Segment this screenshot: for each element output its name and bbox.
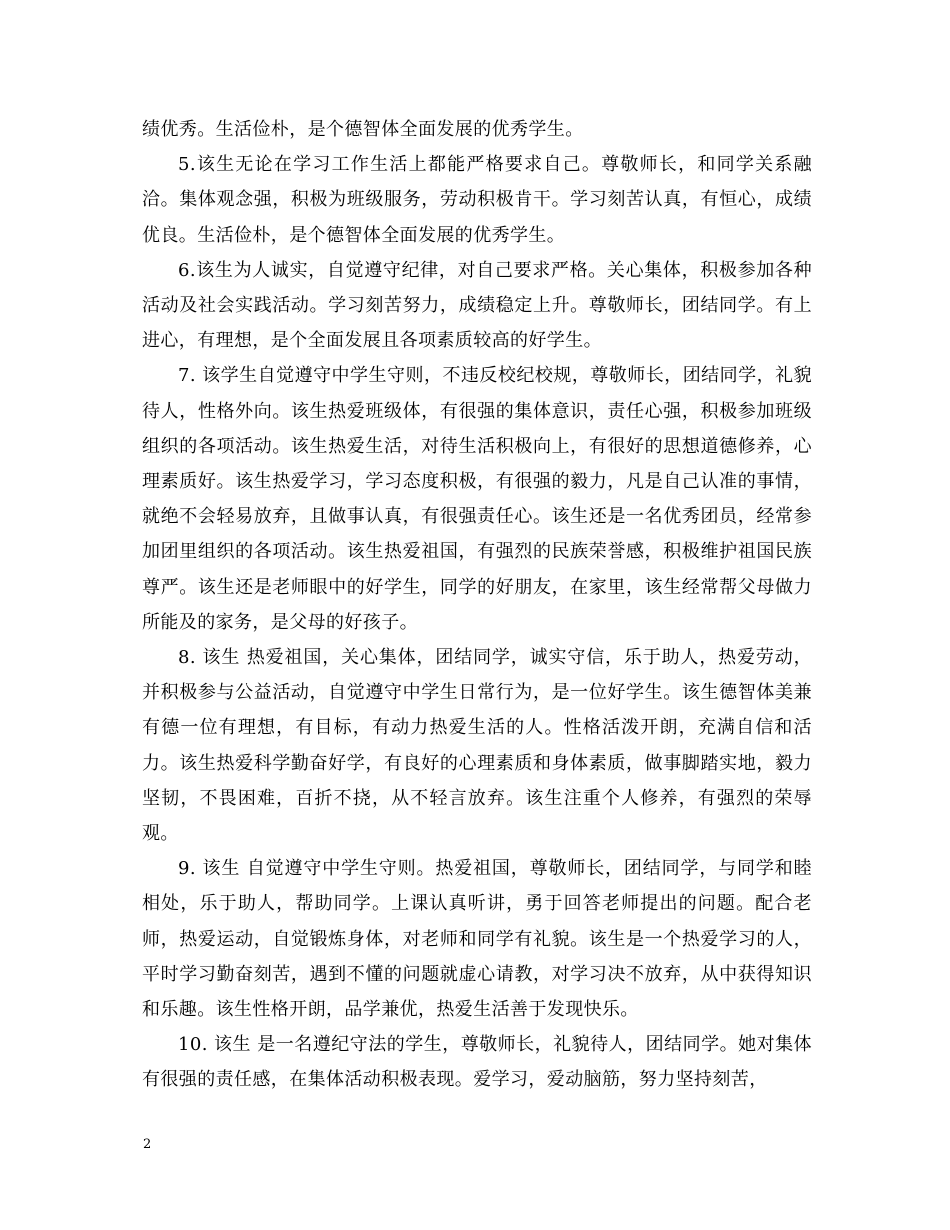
paragraph-continuation: 绩优秀。生活俭朴，是个德智体全面发展的优秀学生。 [142,119,584,140]
paragraph-item-5: 5.该生无论在学习工作生活上都能严格要求自己。尊敬师长，和同学关系融洽。集体观念强，积极为班级服务，劳动积极肯干。学习刻苦认真，有恒心，成绩优良。生活俭朴，是个德智体全面发展的优秀学生。 [142,154,812,246]
paragraph-item-10: 10. 该生 是一名遵纪守法的学生，尊敬师长，礼貌待人，团结同学。她对集体有很强的责任感，在集体活动积极表现。爱学习，爱动脑筋，努力坚持刻苦， [142,1034,812,1091]
paragraph-item-6: 6.该生为人诚实，自觉遵守纪律，对自己要求严格。关心集体，积极参加各种活动及社会实践活动。学习刻苦努力，成绩稳定上升。尊敬师长，团结同学。有上进心，有理想，是个全面发展且各项素质较高的好学生。 [142,259,812,352]
paragraph-item-9: 9. 该生 自觉遵守中学生守则。热爱祖国，尊敬师长，团结同学，与同学和睦相处，乐于助人，帮助同学。上课认真听讲，勇于回答老师提出的问题。配合老师，热爱运动，自觉锻炼身体，对老师和同学有礼貌。该生是一个热爱学习的人，平时学习勤奋刻苦，遇到不懂的问题就虚心请教，对学习决不放弃，从中获得知识和乐趣。该生性格开朗，品学兼优，热爱生活善于发现快乐。 [142,858,812,1021]
page-number: 2 [143,1137,152,1152]
paragraph-item-8: 8. 该生 热爱祖国，关心集体，团结同学，诚实守信，乐于助人，热爱劳动，并积极参与公益活动，自觉遵守中学生日常行为，是一位好学生。该生德智体美兼有德一位有理想，有目标，有动力热爱生活的人。性格活泼开朗，充满自信和活力。该生热爱科学勤奋好学，有良好的心理素质和身体素质，做事脚踏实地，毅力坚韧，不畏困难，百折不挠，从不轻言放弃。该生注重个人修养，有强烈的荣辱观。 [142,647,812,845]
paragraph-item-7: 7. 该学生自觉遵守中学生守则，不违反校纪校规，尊敬师长，团结同学，礼貌待人，性格外向。该生热爱班级体，有很强的集体意识，责任心强，积极参加班级组织的各项活动。该生热爱生活，对待生活积极向上，有很好的思想道德修养，心理素质好。该生热爱学习，学习态度积极，有很强的毅力，凡是自己认准的事情，就绝不会轻易放弃，且做事认真，有很强责任心。该生还是一名优秀团员，经常参加团里组织的各项活动。该生热爱祖国，有强烈的民族荣誉感，积极维护祖国民族尊严。该生还是老师眼中的好学生，同学的好朋友，在家里，该生经常帮父母做力所能及的家务，是父母的好孩子。 [142,365,812,633]
document-body [142,112,812,1098]
